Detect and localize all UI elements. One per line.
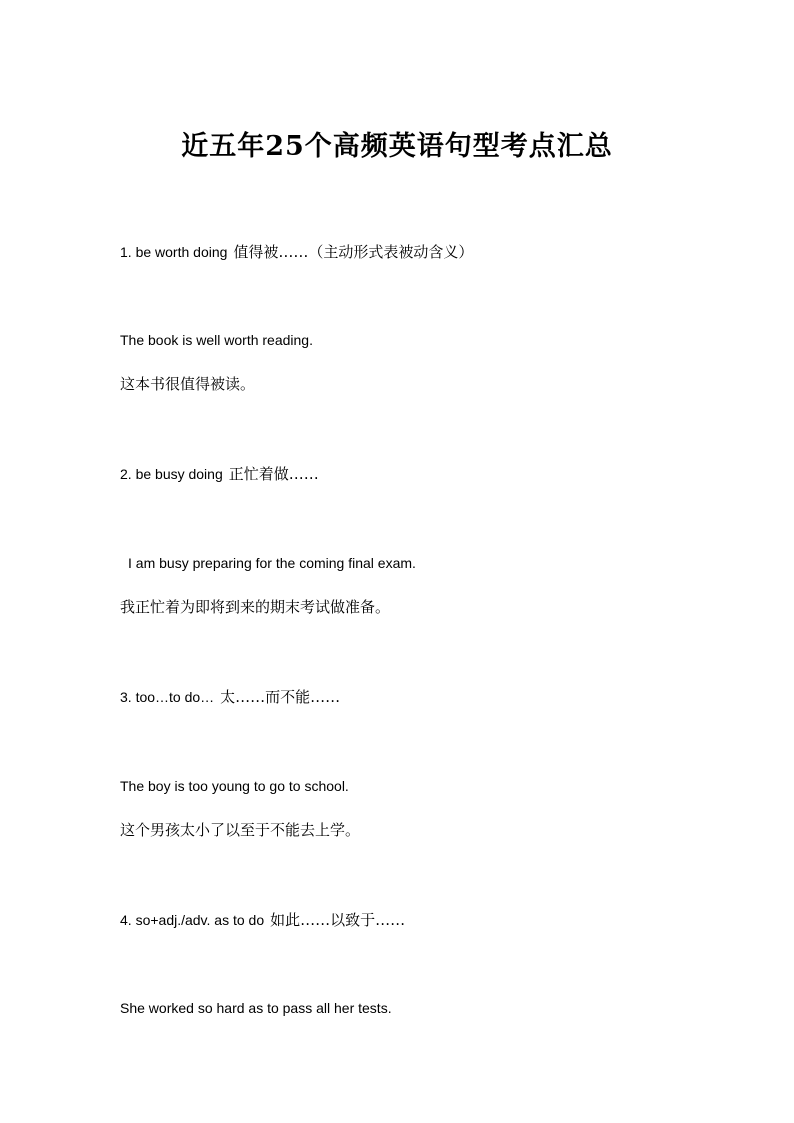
example-sentence-en: I am busy preparing for the coming final exam. [128,555,416,571]
example-sentence-zh: 这本书很值得被读。 [120,375,256,393]
pattern-text: 3. too…to do… [120,689,215,705]
example-sentence-en: She worked so hard as to pass all her tests. [120,1000,392,1016]
pattern-text: 2. be busy doing [120,466,223,482]
example-sentence-en: The book is well worth reading. [120,332,313,348]
pattern-heading-2 [120,465,319,483]
page-title: 近五年25个高频英语句型考点汇总 [181,131,613,162]
pattern-meaning: 值得被……（主动形式表被动含义） [233,243,474,261]
pattern-meaning: 正忙着做…… [228,465,319,483]
pattern-meaning: 太……而不能…… [220,688,341,706]
pattern-text: 4. so+adj./adv. as to do [120,912,265,928]
example-sentence-zh: 这个男孩太小了以至于不能去上学。 [120,821,361,839]
pattern-heading-1 [120,243,473,261]
example-sentence-zh: 我正忙着为即将到来的期末考试做准备。 [120,598,391,616]
pattern-heading-3 [120,688,340,706]
example-sentence-en: The boy is too young to go to school. [120,778,349,794]
pattern-meaning: 如此……以致于…… [270,911,406,929]
pattern-heading-4 [120,911,405,929]
pattern-text: 1. be worth doing [120,244,228,260]
